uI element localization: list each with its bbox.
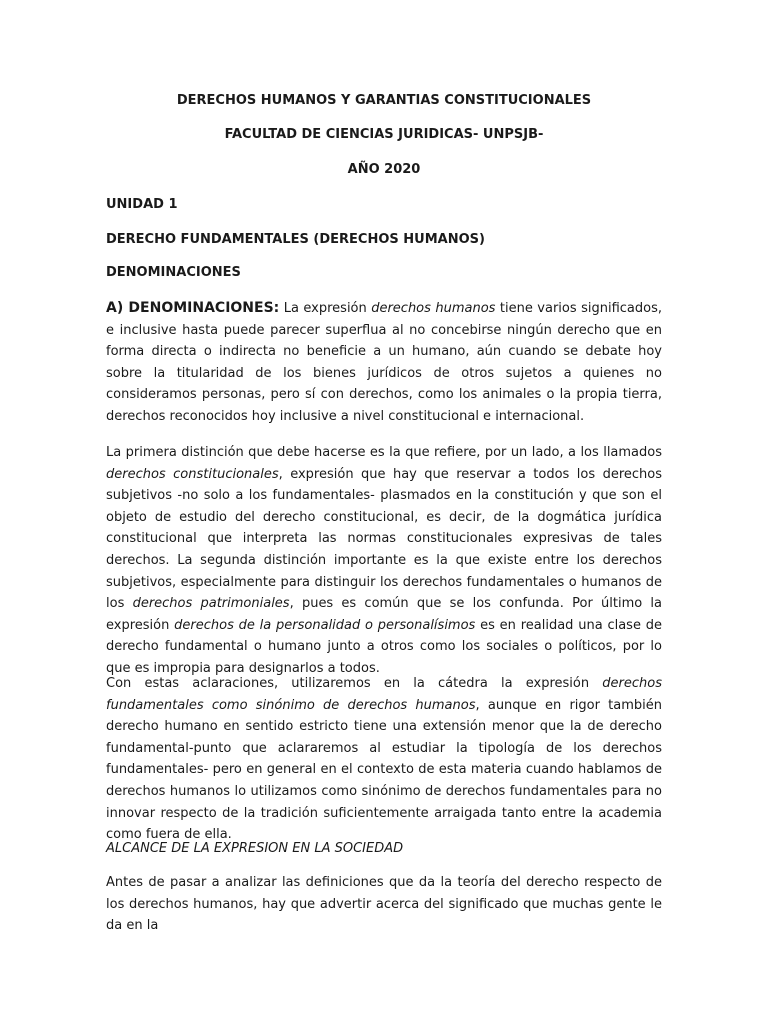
italic-term: derechos fundamentales como sinónimo de derechos humanos xyxy=(106,676,662,713)
topic-heading: DERECHO FUNDAMENTALES (DERECHOS HUMANOS) xyxy=(106,232,485,247)
italic-term: derechos de la personalidad o personalísimos xyxy=(174,617,476,633)
italic-heading: ALCANCE DE LA EXPRESION EN LA SOCIEDAD xyxy=(106,841,404,856)
text-run: La expresión xyxy=(279,301,372,316)
text-run: , pues es común que se los confunda. Por último la expresión xyxy=(106,596,662,633)
text-run: , expresión que hay que reservar a todos los derechos subjetivos -no solo a los fundamentales- plasmados en la constitución y que son el objeto de estudio del derecho constitucional, es decir, de la dogmática jurídica constitucional que interpreta las normas constitucionales expresivas de tales derechos. La segunda distinción importante es la que existe entre los derechos subjetivos, especialmente para distinguir los derechos fundamentales o humanos de los xyxy=(106,466,662,612)
paragraph-lead: A) DENOMINACIONES: xyxy=(106,300,280,316)
italic-term: derechos patrimoniales xyxy=(132,596,290,612)
unit-heading: UNIDAD 1 xyxy=(106,197,178,212)
italic-term: derechos humanos xyxy=(371,301,496,316)
text-run: es en realidad una clase de derecho fundamental o humano junto a otros como los sociales o políticos, por lo que es impropia para designarlos a todos. xyxy=(106,617,662,676)
text-run: Antes de pasar a analizar las definiciones que da la teoría del derecho respecto de los derechos humanos, hay que advertir acerca del significado que muchas gente le da en la xyxy=(106,875,662,934)
text-run: tiene varios significados, e inclusive hasta puede parecer superflua al no concebirse ningún derecho que en forma directa o indirecta no beneficie a un humano, aún cuando se debate hoy sobre la titularidad de los bienes jurídicos de otros sujetos a quienes no consideramos personas, pero sí con derechos, como los animales o la propia tierra, derechos reconocidos hoy inclusive a nivel constitucional e internacional. xyxy=(106,301,662,424)
section-heading: DENOMINACIONES xyxy=(106,265,241,280)
paragraph-distincion xyxy=(106,442,662,680)
italic-term: derechos constitucionales xyxy=(106,466,279,482)
year-line: AÑO 2020 xyxy=(347,162,421,177)
paragraph-aclaraciones xyxy=(106,673,662,846)
faculty-line: FACULTAD DE CIENCIAS JURIDICAS- UNPSJB- xyxy=(224,127,544,142)
text-run: Con estas aclaraciones, utilizaremos en la cátedra la expresión xyxy=(106,676,603,691)
text-run: , aunque en rigor también derecho humano en sentido estricto tiene una extensión menor que la de derecho fundamental-punto que aclararemos al estudiar la tipología de los derechos fundamentales- pero en general en el contexto de esta materia cuando hablamos de derechos humanos lo utilizamos como sinónimo de derechos fundamentales para no innovar respecto de la tradición suficientemente arraigada tanto entre la academia como fuera de ella. xyxy=(106,697,663,843)
paragraph-denominaciones xyxy=(106,298,662,428)
document-title: DERECHOS HUMANOS Y GARANTIAS CONSTITUCIONALES xyxy=(176,93,592,108)
paragraph-alcance xyxy=(106,872,662,937)
text-run: La primera distinción que debe hacerse es la que refiere, por un lado, a los llamados xyxy=(106,445,662,460)
subsection-heading xyxy=(106,838,662,860)
